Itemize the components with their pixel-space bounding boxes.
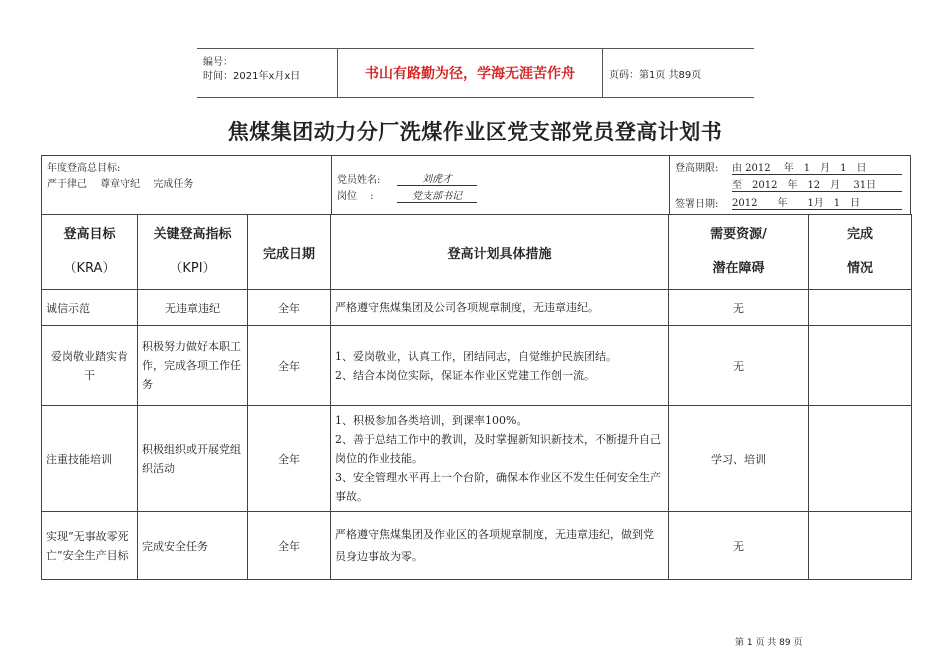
col-status: 完成 情况 xyxy=(809,215,912,290)
row-date: 全年 xyxy=(248,512,331,580)
row-measures: 1、爱岗敬业，认真工作，团结同志，自觉维护民族团结。 2、结合本岗位实际，保证本作业区党建工作创一流。 xyxy=(331,326,669,406)
info-box xyxy=(41,155,911,215)
page-title: 焦煤集团动力分厂洗煤作业区党支部党员登高计划书 xyxy=(227,120,723,144)
row-measures: 1、积极参加各类培训，到课率100%。 2、善于总结工作中的教训，及时掌握新知识新技术，不断提升自己岗位的作业技能。 3、安全管理水平再上一个台阶，确保本作业区不发生任何安全生产事故。 xyxy=(331,406,669,512)
document-header xyxy=(197,48,754,98)
row-date: 全年 xyxy=(248,406,331,512)
row-status xyxy=(809,290,912,326)
col-kpi: 关键登高指标 （KPI） xyxy=(138,215,248,290)
row-status xyxy=(809,406,912,512)
sign-value: 2012 年 1月 1 日 xyxy=(732,194,902,210)
plan-table xyxy=(41,214,912,580)
row-status xyxy=(809,512,912,580)
row-resources: 无 xyxy=(669,512,809,580)
period-label: 登高期限: xyxy=(675,163,719,174)
row-date: 全年 xyxy=(248,326,331,406)
period-from: 由 2012 年 1 月 1 日 xyxy=(732,159,902,175)
table-row xyxy=(42,290,912,326)
header-meta xyxy=(197,49,338,97)
number-label: 编号： xyxy=(203,57,233,68)
row-resources: 学习、培训 xyxy=(669,406,809,512)
row-kra: 爱岗敬业踏实肯干 xyxy=(42,326,138,406)
table-row xyxy=(42,326,912,406)
col-measures: 登高计划具体措施 xyxy=(331,215,669,290)
row-date: 全年 xyxy=(248,290,331,326)
row-status xyxy=(809,326,912,406)
row-measures: 严格遵守焦煤集团及作业区的各项规章制度，无违章违纪，做到党员身边事故为零。 xyxy=(331,512,669,580)
row-resources: 无 xyxy=(669,326,809,406)
row-kpi: 完成安全任务 xyxy=(138,512,248,580)
row-kra: 实现“无事故零死亡”安全生产目标 xyxy=(42,512,138,580)
col-resources: 需要资源/ 潜在障碍 xyxy=(669,215,809,290)
table-row xyxy=(42,512,912,580)
post-label: 岗位 : xyxy=(337,191,374,202)
col-kra: 登高目标 （KRA） xyxy=(42,215,138,290)
row-kpi: 无违章违纪 xyxy=(138,290,248,326)
row-kra: 注重技能培训 xyxy=(42,406,138,512)
goal-text: 严于律己 尊章守纪 完成任务 xyxy=(47,179,194,190)
sign-label: 签署日期: xyxy=(675,199,719,210)
table-header-row xyxy=(42,215,912,290)
row-resources: 无 xyxy=(669,290,809,326)
row-measures: 严格遵守焦煤集团及公司各项规章制度，无违章违纪。 xyxy=(331,290,669,326)
goal-label: 年度登高总目标: xyxy=(47,163,121,174)
time-label: 时间：2021年x月x日 xyxy=(203,71,301,82)
post-value: 党支部书记 xyxy=(397,187,477,203)
page-footer: 第 1 页 共 89 页 xyxy=(735,638,803,648)
row-kpi: 积极组织或开展党组织活动 xyxy=(138,406,248,512)
col-date: 完成日期 xyxy=(248,215,331,290)
period-to: 至 2012 年 12 月 31日 xyxy=(732,176,902,192)
page-info: 页码：第1页 共89页 xyxy=(609,69,702,81)
row-kpi: 积极努力做好本职工作，完成各项工作任务 xyxy=(138,326,248,406)
table-row xyxy=(42,406,912,512)
slogan: 书山有路勤为径，学海无涯苦作舟 xyxy=(338,49,603,97)
name-value: 刘虎才 xyxy=(397,170,477,186)
row-kra: 诚信示范 xyxy=(42,290,138,326)
name-label: 党员姓名: xyxy=(337,175,381,186)
